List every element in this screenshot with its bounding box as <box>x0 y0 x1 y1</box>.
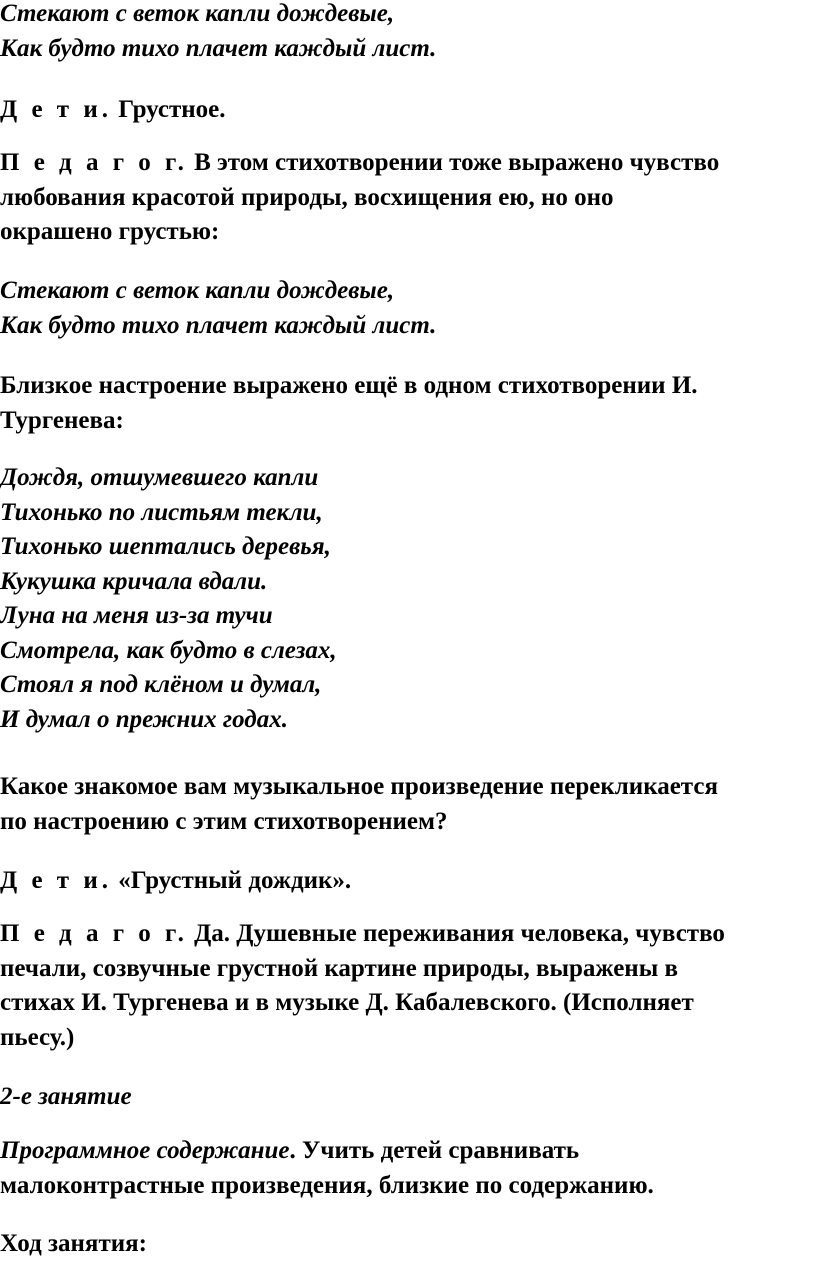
dialogue-paragraph <box>0 864 812 899</box>
dialogue-paragraph <box>0 917 812 1055</box>
lesson-heading-text: 2-е занятие <box>0 1083 132 1110</box>
program-content-text: . Учить детей сравнивать <box>289 1137 580 1164</box>
dialogue-text: Грустное. <box>111 96 226 123</box>
dialogue-paragraph <box>0 93 812 128</box>
speaker-label: Д е т и. <box>0 867 112 894</box>
dialogue-text: «Грустный дождик». <box>111 867 352 894</box>
verse-stanza <box>0 0 812 66</box>
verse-line: Тихонько по листьям текли, <box>0 498 323 526</box>
speaker-label: П е д а г о г. <box>0 920 188 947</box>
dialogue-text: Да. Душевные переживания человека, чувство <box>187 920 725 947</box>
program-content-paragraph <box>0 1134 812 1203</box>
prose-paragraph <box>0 770 812 839</box>
verse-line: Тихонько шептались деревья, <box>0 533 331 560</box>
lesson-progress-text: Ход занятия: <box>0 1230 147 1257</box>
prose-paragraph <box>0 369 812 438</box>
verse-line: Стекают с веток капли дождевые, <box>0 277 395 304</box>
verse-line: Луна на меня из-за тучи <box>0 602 273 629</box>
verse-line: Дождя, отшумевшего капли <box>0 464 319 491</box>
verse-stanza <box>0 274 812 343</box>
dialogue-line <box>0 864 812 899</box>
dialogue-line <box>0 93 812 128</box>
speaker-label: Д е т и. <box>0 96 112 123</box>
dialogue-line <box>0 146 812 181</box>
verse-line: Смотрела, как будто в слезах, <box>0 636 337 664</box>
prose-line: Какое знакомое вам музыкальное произведение перекликается <box>0 773 719 800</box>
prose-line: Близкое настроение выражено ещё в одном стихотворении И. <box>0 372 698 399</box>
prose-line: по настроению с этим стихотворением? <box>0 807 448 835</box>
program-content-line <box>0 1134 812 1169</box>
speaker-label: П е д а г о г. <box>0 149 188 176</box>
dialogue-line: любования красотой природы, восхищения ею, но оно <box>0 183 614 211</box>
dialogue-line: пьесу.) <box>0 1023 75 1051</box>
verse-line: И думал о прежних годах. <box>0 705 288 733</box>
verse-line: Как будто тихо плачет каждый лист. <box>0 34 437 62</box>
dialogue-line: стихах И. Тургенева и в музыке Д. Кабалевского. (Исполняет <box>0 989 694 1016</box>
program-content-line: малоконтрастные произведения, близкие по содержанию. <box>0 1171 654 1199</box>
dialogue-line <box>0 917 812 952</box>
poem-stanza <box>0 461 812 737</box>
dialogue-paragraph <box>0 146 812 250</box>
dialogue-text: В этом стихотворении тоже выражено чувство <box>187 149 720 176</box>
lesson-heading <box>0 1080 812 1115</box>
verse-line: Как будто тихо плачет каждый лист. <box>0 311 437 339</box>
dialogue-line: печали, созвучные грустной картине природы, выражены в <box>0 954 678 982</box>
dialogue-line: окрашено грустью: <box>0 218 220 245</box>
prose-line: Тургенева: <box>0 406 124 434</box>
verse-line: Кукушка кричала вдали. <box>0 567 268 595</box>
verse-line: Стоял я под клёном и думал, <box>0 671 322 698</box>
program-content-label: Программное содержание <box>0 1137 290 1164</box>
verse-line: Стекают с веток капли дождевые, <box>0 0 395 27</box>
lesson-progress-heading <box>0 1227 812 1262</box>
